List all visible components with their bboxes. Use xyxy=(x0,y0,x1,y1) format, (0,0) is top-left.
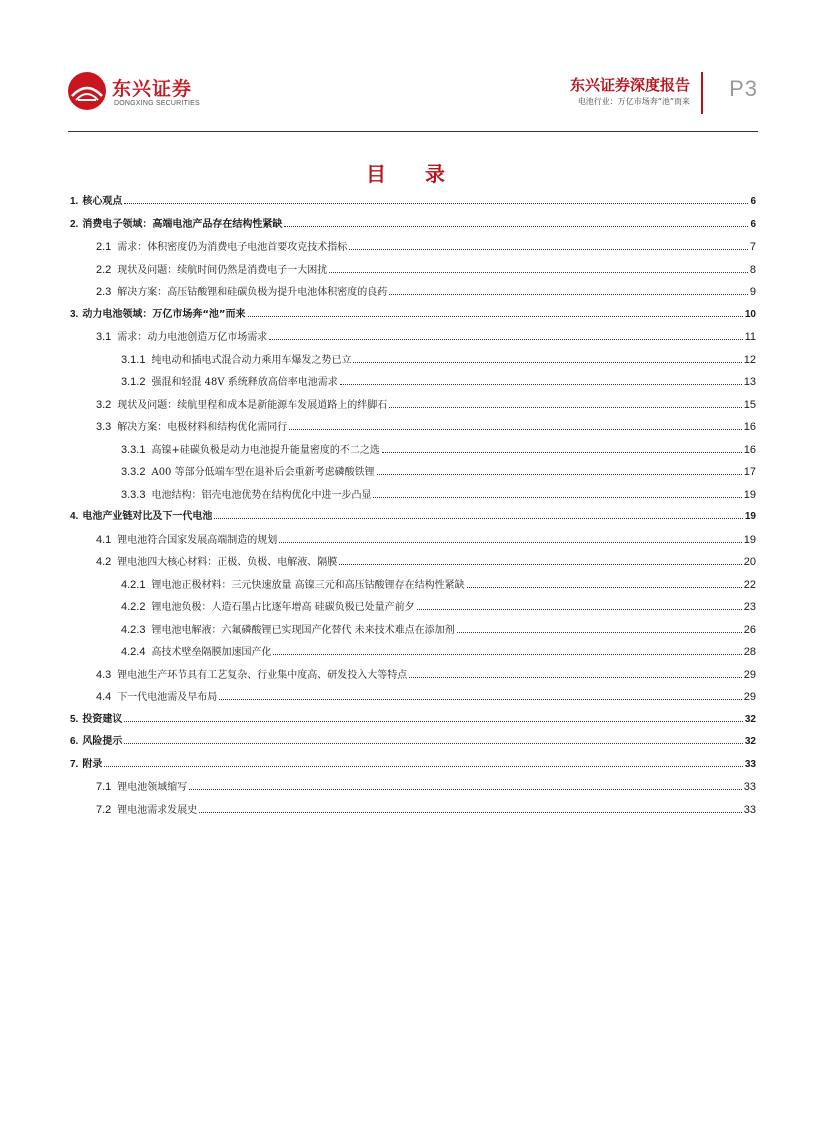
toc-entry-number: 2. xyxy=(70,218,79,230)
toc-entry-page: 32 xyxy=(744,736,756,747)
toc-entry-page: 33 xyxy=(743,781,756,793)
toc-entry-page: 17 xyxy=(743,466,756,478)
toc-entry[interactable] xyxy=(70,510,756,533)
toc-entry-number: 3.3 xyxy=(96,421,112,433)
page-number: P3 xyxy=(729,76,758,101)
toc-entry[interactable] xyxy=(70,443,756,466)
toc-entry-number: 3.1 xyxy=(96,331,112,343)
toc-entry-text: 锂电池领域缩写 xyxy=(117,782,188,793)
toc-entry-page: 16 xyxy=(743,421,756,433)
logo-chinese-name: 东兴证券 xyxy=(112,78,193,100)
toc-entry[interactable] xyxy=(70,488,756,511)
toc-leader-dots xyxy=(189,789,741,790)
toc-entry-text: 消费电子领域：高端电池产品存在结构性紧缺 xyxy=(82,218,283,230)
toc-entry-text: 下一代电池需及早布局 xyxy=(117,692,218,703)
toc-leader-dots xyxy=(349,249,748,250)
toc-leader-dots xyxy=(373,497,741,498)
toc-entry-number: 4.1 xyxy=(96,533,112,546)
toc-entry-page: 20 xyxy=(743,556,756,568)
toc-leader-dots xyxy=(389,407,741,408)
toc-entry-page: 12 xyxy=(743,353,756,366)
toc-entry-number: 7.2 xyxy=(96,803,112,816)
toc-entry-number: 3.3.1 xyxy=(121,443,146,456)
toc-leader-dots xyxy=(339,564,741,565)
toc-entry-text: A00 等部分低端车型在退补后会重新考虑磷酸铁锂 xyxy=(151,467,375,478)
toc-entry[interactable] xyxy=(70,623,756,646)
toc-entry[interactable] xyxy=(70,218,756,241)
toc-entry[interactable] xyxy=(70,285,756,308)
toc-leader-dots xyxy=(417,609,742,610)
toc-entry[interactable] xyxy=(70,600,756,623)
toc-entry-number: 6. xyxy=(70,736,79,747)
toc-entry-number: 2.1 xyxy=(96,241,112,253)
toc-entry[interactable] xyxy=(70,330,756,353)
toc-leader-dots xyxy=(340,384,742,385)
toc-entry-number: 4.3 xyxy=(96,668,112,681)
toc-entry-text: 锂电池四大核心材料：正极、负极、电解液、隔膜 xyxy=(117,557,338,568)
toc-entry-page: 19 xyxy=(743,488,756,501)
toc-entry-page: 6 xyxy=(750,196,756,207)
toc-entry[interactable] xyxy=(70,353,756,376)
toc-entry-page: 8 xyxy=(749,263,756,276)
toc-entry-page: 33 xyxy=(743,803,756,816)
toc-title: 目 录 xyxy=(366,162,461,186)
toc-leader-dots xyxy=(279,542,741,543)
toc-entry[interactable] xyxy=(70,263,756,286)
toc-entry[interactable] xyxy=(70,803,756,826)
toc-entry-number: 3.1.2 xyxy=(121,376,146,388)
toc-entry[interactable] xyxy=(70,375,756,398)
toc-entry-text: 需求：动力电池创造万亿市场需求 xyxy=(117,332,268,343)
toc-entry[interactable] xyxy=(70,735,756,758)
toc-entry-text: 锂电池生产环节具有工艺复杂、行业集中度高、研发投入大等特点 xyxy=(117,669,408,681)
toc-entry-text: 动力电池领域：万亿市场奔“池”而来 xyxy=(82,308,246,320)
toc-entry[interactable] xyxy=(70,668,756,691)
toc-entry[interactable] xyxy=(70,465,756,488)
toc-entry-number: 4.2.4 xyxy=(121,646,146,658)
report-title: 东兴证券深度报告 xyxy=(569,76,690,94)
toc-entry-number: 7.1 xyxy=(96,781,112,793)
toc-entry-text: 投资建议 xyxy=(82,713,123,725)
toc-leader-dots xyxy=(382,452,742,453)
toc-entry[interactable] xyxy=(70,308,756,331)
toc-entry-number: 7. xyxy=(70,758,79,770)
toc-entry-page: 6 xyxy=(750,218,756,230)
toc-entry-page: 9 xyxy=(749,286,756,298)
toc-entry[interactable] xyxy=(70,420,756,443)
toc-entry[interactable] xyxy=(70,645,756,668)
toc-entry-page: 7 xyxy=(749,241,756,253)
toc-entry-number: 1. xyxy=(70,196,79,207)
toc-leader-dots xyxy=(284,226,748,227)
toc-entry-page: 10 xyxy=(744,308,756,320)
toc-entry-text: 锂电池需求发展史 xyxy=(117,804,198,816)
toc-entry-number: 2.3 xyxy=(96,286,112,298)
logo-mark-icon xyxy=(68,72,106,110)
toc-entry-page: 32 xyxy=(744,713,756,725)
toc-leader-dots xyxy=(248,316,743,317)
toc-leader-dots xyxy=(124,721,743,722)
toc-entry[interactable] xyxy=(70,758,756,781)
toc-entry-text: 锂电池电解液：六氟磷酸锂已实现国产化替代 未来技术难点在添加剂 xyxy=(151,624,455,636)
toc-leader-dots xyxy=(199,812,741,813)
toc-leader-dots xyxy=(124,743,743,744)
toc-entry-page: 19 xyxy=(743,533,756,546)
toc-entry-page: 15 xyxy=(743,398,756,411)
toc-leader-dots xyxy=(219,699,741,700)
toc-entry[interactable] xyxy=(70,240,756,263)
header-divider xyxy=(701,72,703,114)
toc-entry-text: 锂电池符合国家发展高端制造的规划 xyxy=(117,534,278,546)
toc-entry-text: 锂电池正极材料：三元快速放量 高镍三元和高压钴酸锂存在结构性紧缺 xyxy=(151,579,465,591)
toc-entry-page: 33 xyxy=(744,758,756,770)
toc-leader-dots xyxy=(329,272,748,273)
toc-entry-page: 23 xyxy=(743,601,756,613)
toc-entry-text: 解决方案：高压钴酸锂和硅碳负极为提升电池体积密度的良药 xyxy=(117,287,388,298)
toc-entry[interactable] xyxy=(70,533,756,556)
toc-entry-page: 29 xyxy=(743,668,756,681)
toc-entry-number: 4. xyxy=(70,511,79,522)
toc-entry-text: 电池结构：铝壳电池优势在结构优化中进一步凸显 xyxy=(151,489,372,501)
toc-entry-page: 22 xyxy=(743,578,756,591)
toc-entry-number: 4.4 xyxy=(96,691,112,703)
toc-entry-number: 5. xyxy=(70,713,79,725)
toc-leader-dots xyxy=(457,632,742,633)
toc-entry-number: 4.2.1 xyxy=(121,578,146,591)
toc-leader-dots xyxy=(377,474,742,475)
toc-entry-number: 4.2 xyxy=(96,556,112,568)
toc-entry[interactable] xyxy=(70,555,756,578)
toc-entry-text: 解决方案：电极材料和结构优化需同行 xyxy=(117,422,288,433)
toc-leader-dots xyxy=(273,654,741,655)
toc-leader-dots xyxy=(353,362,741,363)
company-logo xyxy=(68,72,218,116)
page-header xyxy=(68,66,758,132)
toc-entry-page: 28 xyxy=(743,646,756,658)
toc-entry[interactable] xyxy=(70,780,756,803)
toc-entry-text: 高镍+硅碳负极是动力电池提升能量密度的不二之选 xyxy=(151,444,380,456)
toc-entry-page: 13 xyxy=(743,376,756,388)
toc-entry-number: 3. xyxy=(70,308,79,320)
toc-entry[interactable] xyxy=(70,398,756,421)
toc-entry-text: 核心观点 xyxy=(82,196,123,207)
toc-entry[interactable] xyxy=(70,713,756,736)
toc-leader-dots xyxy=(104,766,743,767)
toc-entry-number: 2.2 xyxy=(96,263,112,276)
table-of-contents xyxy=(70,195,756,825)
toc-entry-number: 3.3.3 xyxy=(121,488,146,501)
toc-entry-text: 附录 xyxy=(82,758,103,770)
toc-entry[interactable] xyxy=(70,578,756,601)
toc-entry-page: 16 xyxy=(743,443,756,456)
toc-entry-text: 强混和轻混 48V 系统释放高倍率电池需求 xyxy=(151,377,338,388)
toc-entry-text: 纯电动和插电式混合动力乘用车爆发之势已立 xyxy=(151,354,352,366)
toc-leader-dots xyxy=(409,677,741,678)
toc-entry[interactable] xyxy=(70,690,756,713)
logo-english-name: DONGXING SECURITIES xyxy=(114,100,200,107)
toc-entry-text: 现状及问题：续航时间仍然是消费电子一大困扰 xyxy=(117,264,328,276)
toc-entry-text: 高技术壁垒隔膜加速国产化 xyxy=(151,647,272,658)
toc-leader-dots xyxy=(124,203,748,204)
toc-leader-dots xyxy=(289,429,741,430)
header-rule xyxy=(68,131,758,132)
toc-entry-number: 4.2.2 xyxy=(121,601,146,613)
toc-leader-dots xyxy=(214,518,743,519)
toc-leader-dots xyxy=(389,294,748,295)
toc-leader-dots xyxy=(269,339,742,340)
toc-entry-number: 3.2 xyxy=(96,398,112,411)
toc-entry-text: 锂电池负极：人造石墨占比逐年增高 硅碳负极已处量产前夕 xyxy=(151,602,415,613)
toc-entry-text: 风险提示 xyxy=(82,736,123,747)
toc-entry-number: 4.2.3 xyxy=(121,623,146,636)
toc-leader-dots xyxy=(467,587,742,588)
toc-entry-page: 19 xyxy=(744,511,756,522)
toc-entry[interactable] xyxy=(70,195,756,218)
toc-entry-page: 11 xyxy=(744,331,756,343)
toc-entry-number: 3.1.1 xyxy=(121,353,146,366)
toc-entry-page: 29 xyxy=(743,691,756,703)
toc-entry-number: 3.3.2 xyxy=(121,466,146,478)
toc-entry-text: 现状及问题：续航里程和成本是新能源车发展道路上的绊脚石 xyxy=(117,399,388,411)
toc-entry-page: 26 xyxy=(743,623,756,636)
report-subtitle: 电池行业：万亿市场奔“池”而来 xyxy=(577,97,690,106)
toc-entry-text: 需求：体积密度仍为消费电子电池首要攻克技术指标 xyxy=(117,242,348,253)
toc-entry-text: 电池产业链对比及下一代电池 xyxy=(82,511,213,522)
